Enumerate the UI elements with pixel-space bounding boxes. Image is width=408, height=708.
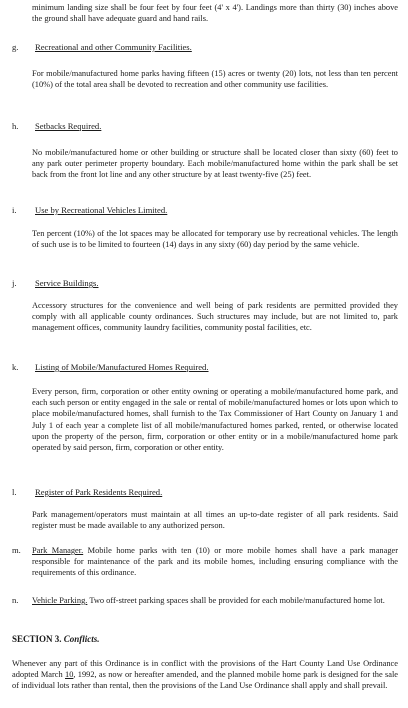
item-label: g. [12, 42, 19, 52]
item-body [32, 386, 398, 453]
item-text: Accessory structures for the convenience and well being of park residents are permitted provided they comply with all applicable county ordinances. Such structures may include, but are not limited to, park management offices, community laundry facilities, community postal facilities, etc. [32, 301, 398, 333]
section-number: SECTION 3. [12, 634, 62, 644]
item-body [32, 595, 398, 606]
item-text: Every person, firm, corporation or other entity owning or operating a mobile/manufactured home park, and each such person or entity engaged in the sale or rental of mobile/manufactured homes or lots upon which to place mobile/manufactured homes, shall furnish to the Tax Commissioner of Hart County on January 1 and July 1 of each year a complete list of all mobile/manufactured homes parked, rented, or otherwise located upon the property of the person, firm, corporation or other entity or in a mobile/manufactured home park operated by said person, firm, corporation or other entity. [32, 387, 398, 453]
item-body [32, 68, 398, 90]
section-text-before: Whenever any part of this Ordinance is in conflict with the provisions of the Hart County Land Use Ordinance adopted March [12, 659, 398, 680]
item-body [32, 228, 398, 250]
item-text: Park management/operators must maintain at all times an up-to-date register of all park residents. Said register must be made available to any authorized person. [32, 510, 398, 531]
item-heading: Service Buildings. [35, 278, 99, 288]
item-heading: Setbacks Required. [35, 121, 102, 131]
item-body [32, 147, 398, 181]
item-label: n. [12, 595, 19, 605]
intro-text: minimum landing size shall be four feet by four feet (4' x 4'). Landings more than thirty (30) inches above the ground shall have adequate guard and hand rails. [32, 3, 398, 24]
section-body [12, 658, 398, 692]
item-heading: Listing of Mobile/Manufactured Homes Required. [35, 362, 209, 372]
item-text: No mobile/manufactured home or other building or structure shall be located closer than sixty (60) feet to any park outer perimeter property boundary. Each mobile/manufactured home within the park shall be set back from the front lot line and any other structure by at least twenty-five (25) feet. [32, 148, 398, 180]
intro-paragraph [32, 2, 398, 24]
item-text: Ten percent (10%) of the lot spaces may be allocated for temporary use by recreational vehicles. The length of such use is to be limited to fourteen (14) days in any sixty (60) day period by the same vehicle. [32, 229, 398, 250]
item-body [32, 300, 398, 334]
section-text-after: , 1992, as now or hereafter amended, and the planned mobile home park is designed for the sale of individual lots rather than rental, then the provisions of the Land Use Ordinance shall apply and shall prevail. [12, 670, 399, 691]
item-label: j. [12, 278, 17, 288]
item-label: k. [12, 362, 19, 372]
item-label: i. [12, 205, 17, 215]
section-heading [12, 634, 100, 644]
item-heading: Park Manager. [32, 546, 84, 555]
item-label: l. [12, 487, 17, 497]
section-title: Conflicts. [63, 634, 100, 644]
item-heading: Use by Recreational Vehicles Limited. [35, 205, 168, 215]
item-text: Two off-street parking spaces shall be provided for each mobile/manufactured home lot. [89, 596, 385, 605]
item-body [32, 545, 398, 579]
item-text: For mobile/manufactured home parks having fifteen (15) acres or twenty (20) lots, not less than ten percent (10%) of the total area shall be devoted to recreation and other community use facilities. [32, 69, 398, 90]
item-heading: Recreational and other Community Facilities. [35, 42, 192, 52]
item-heading: Register of Park Residents Required. [35, 487, 163, 497]
item-label: m. [12, 545, 21, 555]
item-body [32, 509, 398, 531]
item-heading: Vehicle Parking. [32, 596, 88, 605]
adoption-day: 10 [65, 670, 74, 680]
item-label: h. [12, 121, 19, 131]
item-text: Mobile home parks with ten (10) or more mobile homes shall have a park manager responsible for maintenance of the park and its mobile homes, including ensuring compliance with the requirements of this ordinance. [32, 546, 399, 578]
